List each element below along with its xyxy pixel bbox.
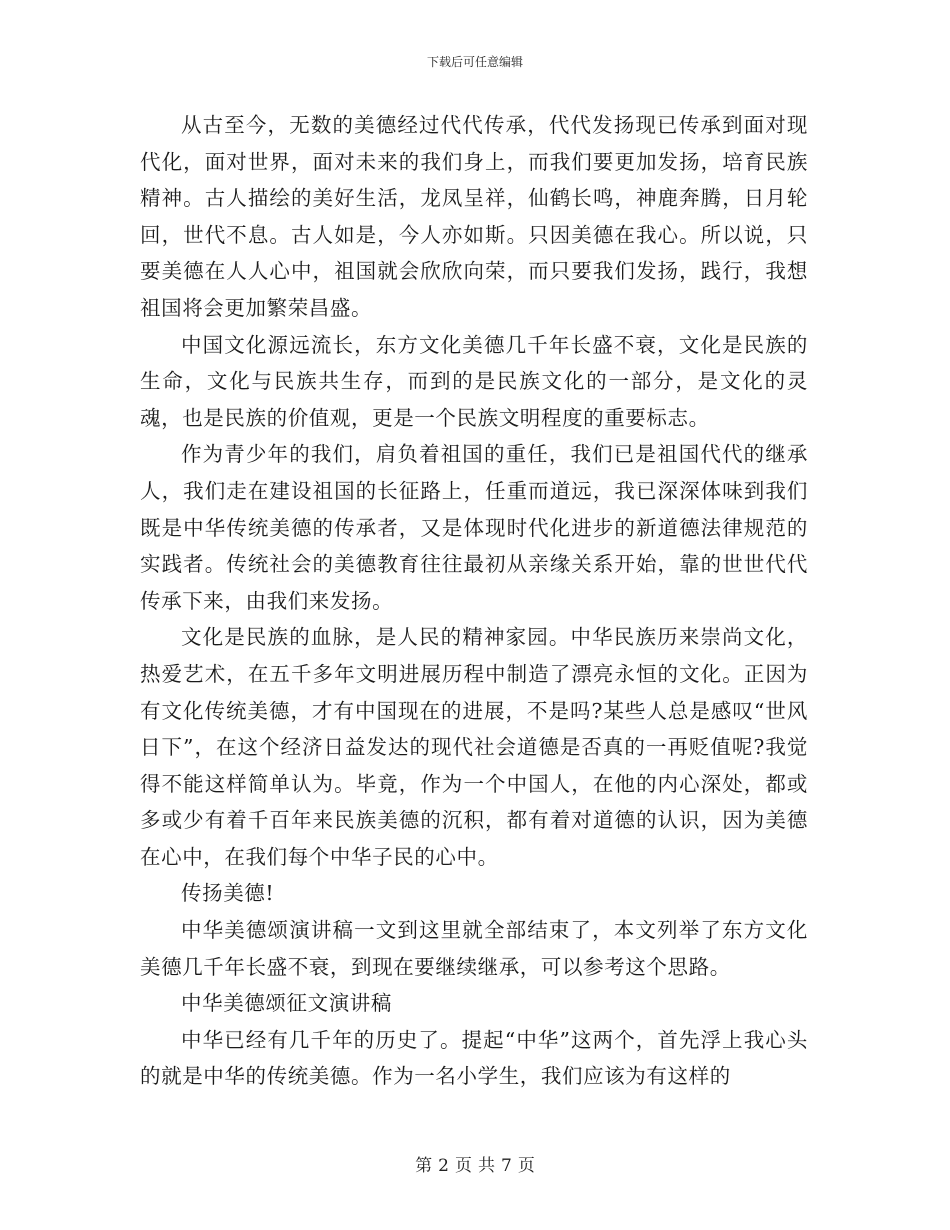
paragraph: 传扬美德! — [181, 881, 275, 906]
document-body — [140, 107, 808, 1095]
paragraph: 中华美德颂演讲稿一文到这里就全部结束了，本文列举了东方文化美德几千年长盛不衰，到现在要继续继承，可以参考这个思路。 — [140, 918, 808, 979]
total-word: 共 — [478, 1156, 495, 1176]
page-suffix: 页 — [517, 1156, 535, 1176]
page-header-note: 下载后可任意编辑 — [426, 55, 523, 69]
current-page-number: 2 — [438, 1156, 449, 1176]
paragraph: 从古至今，无数的美德经过代代传承，代代发扬现已传承到面对现代化，面对世界，面对未来的我们身上，而我们要更加发扬，培育民族精神。古人描绘的美好生活，龙凤呈祥，仙鹤长鸣，神鹿奔腾，日月轮回，世代不息。古人如是，今人亦如斯。只因美德在我心。所以说，只要美德在人人心中，祖国就会欣欣向荣，而只要我们发扬，践行，我想祖国将会更加繁荣昌盛。 — [140, 113, 808, 320]
paragraph: 文化是民族的血脉，是人民的精神家园。中华民族历来崇尚文化，热爱艺术，在五千多年文明进展历程中制造了漂亮永恒的文化。正因为有文化传统美德，才有中国现在的进展，不是吗?某些人总是感叹“世风日下”，在这个经济日益发达的现代社会道德是否真的一再贬值呢?我觉得不能这样简单认为。毕竟，作为一个中国人，在他的内心深处，都或多或少有着千百年来民族美德的沉积，都有着对道德的认识，因为美德在心中，在我们每个中华子民的心中。 — [140, 625, 808, 869]
page-word: 页 — [455, 1156, 472, 1176]
page-prefix: 第 — [415, 1156, 433, 1176]
section-heading: 中华美德颂征文演讲稿 — [181, 991, 392, 1016]
paragraph: 作为青少年的我们，肩负着祖国的重任，我们已是祖国代代的继承人，我们走在建设祖国的长征路上，任重而道远，我已深深体味到我们既是中华传统美德的传承者，又是体现时代化进步的新道德法律规范的实践者。传统社会的美德教育往往最初从亲缘关系开始，靠的世世代代传承下来，由我们来发扬。 — [140, 442, 808, 613]
total-page-number: 7 — [501, 1156, 512, 1176]
paragraph: 中国文化源远流长，东方文化美德几千年长盛不衰，文化是民族的生命，文化与民族共生存，而到的是民族文化的一部分，是文化的灵魂，也是民族的价值观，更是一个民族文明程度的重要标志。 — [140, 332, 808, 430]
paragraph: 中华已经有几千年的历史了。提起“中华”这两个，首先浮上我心头的就是中华的传统美德。作为一名小学生，我们应该为有这样的 — [140, 1027, 808, 1089]
page-number-footer — [0, 1155, 950, 1177]
